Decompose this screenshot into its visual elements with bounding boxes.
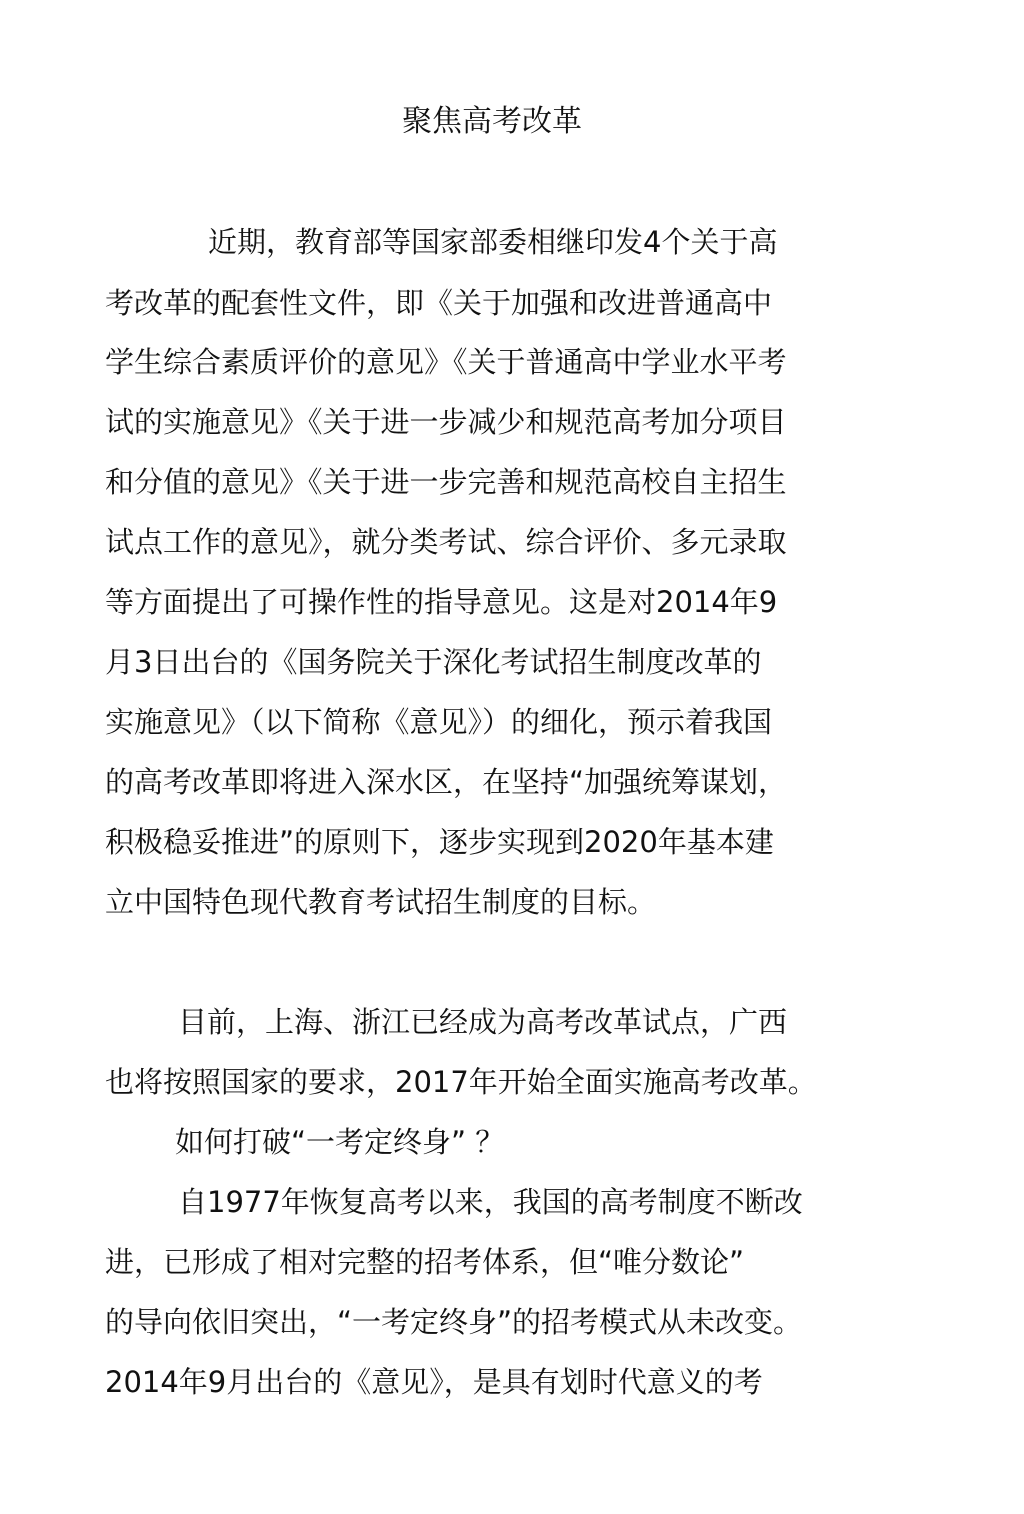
paragraph-1-line-12: 立中国特色现代教育考试招生制度的目标。: [105, 885, 657, 919]
paragraph-1-line-8: 月3日出台的《国务院关于深化考试招生制度改革的: [105, 645, 762, 679]
paragraph-1-line-9: 实施意见》（以下简称《意见》）的细化，预示着我国: [105, 705, 773, 739]
paragraph-1-line-2: 考改革的配套性文件，即《关于加强和改进普通高中: [105, 286, 773, 320]
paragraph-1-line-1: 近期，教育部等国家部委相继印发4个关于高: [208, 225, 778, 259]
document-title: 聚焦高考改革: [402, 104, 582, 139]
paragraph-2-line-2: 也将按照国家的要求，2017年开始全面实施高考改革。: [105, 1065, 817, 1099]
paragraph-1-line-11: 积极稳妥推进”的原则下，逐步实现到2020年基本建: [105, 825, 774, 859]
paragraph-3-line-4: 2014年9月出台的《意见》，是具有划时代意义的考: [105, 1365, 763, 1399]
paragraph-1-line-10: 的高考改革即将进入深水区，在坚持“加强统筹谋划，: [105, 765, 788, 799]
paragraph-3-line-3: 的导向依旧突出，“一考定终身”的招考模式从未改变。: [105, 1305, 803, 1339]
paragraph-1-line-3: 学生综合素质评价的意见》《关于普通高中学业水平考: [105, 345, 787, 379]
paragraph-1-line-5: 和分值的意见》《关于进一步完善和规范高校自主招生: [105, 465, 787, 499]
subheading-question: 如何打破“一考定终身” ？: [175, 1125, 505, 1159]
paragraph-3-line-1: 自1977年恢复高考以来，我国的高考制度不断改: [178, 1185, 803, 1219]
paragraph-1-line-7: 等方面提出了可操作性的指导意见。这是对2014年9: [105, 585, 778, 619]
paragraph-1-line-4: 试的实施意见》《关于进一步减少和规范高考加分项目: [105, 405, 787, 439]
paragraph-3-line-2: 进，已形成了相对完整的招考体系，但“唯分数论”: [105, 1245, 745, 1279]
paragraph-1-line-6: 试点工作的意见》，就分类考试、综合评价、多元录取: [105, 525, 787, 559]
paragraph-2-line-1: 目前，上海、浙江已经成为高考改革试点，广西: [178, 1005, 788, 1039]
